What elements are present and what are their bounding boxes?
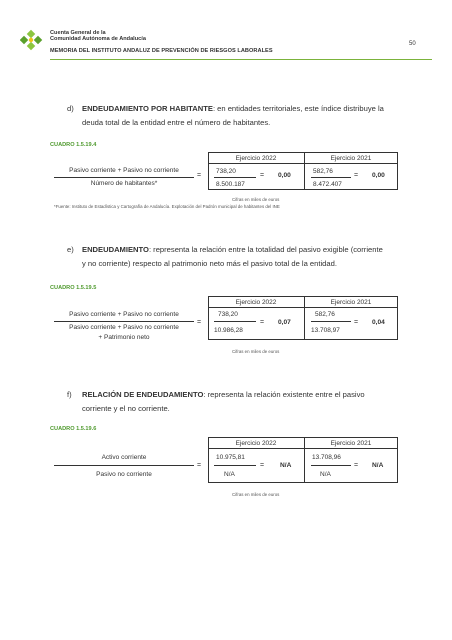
- e-y1-equals: =: [260, 319, 265, 326]
- f-note: Cifras en miles de euros: [232, 492, 280, 497]
- f-year2-header: Ejercicio 2021: [330, 440, 372, 447]
- e-numerator: Pasivo corriente + Pasivo no corriente: [69, 311, 179, 318]
- d-y2-fraction-line: [311, 177, 351, 178]
- cuadro-f-label: CUADRO 1.5.19.6: [50, 426, 97, 432]
- page-number: 50: [409, 41, 416, 47]
- e-y2-fraction-line: [311, 321, 351, 322]
- e-table-header-line: [208, 307, 398, 308]
- section-d-title: ENDEUDAMIENTO POR HABITANTE: [82, 104, 213, 113]
- org-name-line2: Comunidad Autónoma de Andalucía: [50, 36, 146, 42]
- d-y2-equals: =: [354, 172, 359, 179]
- e-y1-fraction-line: [214, 321, 256, 322]
- f-y2-result: N/A: [372, 462, 384, 469]
- e-year1-header: Ejercicio 2022: [235, 299, 277, 306]
- e-fraction-line: [54, 321, 194, 322]
- f-year1-header: Ejercicio 2022: [235, 440, 277, 447]
- e-y1-num: 738,20: [218, 311, 238, 318]
- cuadro-e-label: CUADRO 1.5.19.5: [50, 285, 97, 291]
- d-year2-header: Ejercicio 2021: [330, 155, 372, 162]
- e-denominator-line2: + Patrimonio neto: [98, 334, 150, 341]
- d-equals: =: [197, 172, 202, 179]
- f-y2-den: N/A: [320, 471, 331, 478]
- section-e-label: e): [67, 245, 74, 254]
- e-note: Cifras en miles de euros: [232, 349, 280, 354]
- section-f-paragraph: [67, 388, 430, 415]
- f-numerator: Activo corriente: [101, 454, 147, 461]
- f-denominator: Pasivo no corriente: [96, 471, 152, 478]
- e-y2-result: 0,04: [372, 319, 385, 326]
- e-equals: =: [197, 319, 202, 326]
- section-f-text-line1: : representa la relación existente entre el pasivo: [203, 390, 365, 399]
- section-e-title: ENDEUDAMIENTO: [82, 245, 149, 254]
- d-y1-equals: =: [260, 172, 265, 179]
- section-d-text-line1: : en entidades territoriales, este índice distribuye la: [212, 104, 384, 113]
- f-y2-num: 13.708,96: [312, 454, 341, 461]
- d-y1-result: 0,00: [278, 172, 291, 179]
- e-y1-result: 0,07: [278, 319, 291, 326]
- f-y1-den: N/A: [224, 471, 235, 478]
- f-fraction-line: [54, 465, 194, 466]
- d-table-header-line: [208, 163, 398, 164]
- d-source: *Fuente: Instituto de Estadística y Cartografía de Andalucía. Explotación del Padrón municipal de habitantes del INE: [54, 204, 280, 209]
- header-divider: [50, 59, 432, 60]
- d-fraction-line: [54, 177, 194, 178]
- section-f-text-line2: corriente y el no corriente.: [82, 403, 170, 413]
- section-f-label: f): [67, 390, 72, 399]
- d-numerator: Pasivo corriente + Pasivo no corriente: [69, 167, 179, 174]
- d-denominator: Número de habitantes*: [90, 180, 158, 187]
- d-y1-den: 8.500.187: [216, 181, 245, 188]
- junta-andalucia-logo-icon: [20, 29, 46, 51]
- e-y2-den: 13.708,97: [311, 327, 340, 334]
- f-y2-fraction-line: [311, 465, 351, 466]
- d-note: Cifras en miles de euros: [232, 197, 280, 202]
- d-y2-num: 582,76: [313, 168, 333, 175]
- e-year2-header: Ejercicio 2021: [330, 299, 372, 306]
- e-y2-num: 582,76: [315, 311, 335, 318]
- memoria-title: MEMORIA DEL INSTITUTO ANDALUZ DE PREVENCIÓN DE RIESGOS LABORALES: [50, 48, 273, 54]
- section-e-paragraph: [67, 243, 430, 270]
- f-y1-num: 10.975,81: [216, 454, 245, 461]
- e-denominator-line1: Pasivo corriente + Pasivo no corriente: [69, 324, 179, 331]
- section-e-text-line2: y no corriente) respecto al patrimonio neto más el pasivo total de la entidad.: [82, 258, 337, 268]
- f-y1-equals: =: [260, 462, 265, 469]
- section-f-title: RELACIÓN DE ENDEUDAMIENTO: [82, 390, 204, 399]
- cuadro-d-label: CUADRO 1.5.19.4: [50, 142, 97, 148]
- d-y1-fraction-line: [214, 177, 256, 178]
- d-y2-result: 0,00: [372, 172, 385, 179]
- f-y2-equals: =: [354, 462, 359, 469]
- f-y1-result: N/A: [280, 462, 292, 469]
- section-d-label: d): [67, 104, 74, 113]
- section-d-text-line2: deuda total de la entidad entre el número de habitantes.: [82, 117, 271, 127]
- d-y1-num: 738,20: [216, 168, 236, 175]
- f-table-header-line: [208, 448, 398, 449]
- org-name-line1: Cuenta General de la: [50, 30, 106, 36]
- e-y1-den: 10.986,28: [214, 327, 243, 334]
- section-d-paragraph: [67, 102, 430, 129]
- e-y2-equals: =: [354, 319, 359, 326]
- f-y1-fraction-line: [214, 465, 256, 466]
- d-year1-header: Ejercicio 2022: [235, 155, 277, 162]
- section-e-text-line1: : representa la relación entre la totalidad del pasivo exigible (corriente: [148, 245, 383, 254]
- d-y2-den: 8.472.407: [313, 181, 342, 188]
- f-equals: =: [197, 462, 202, 469]
